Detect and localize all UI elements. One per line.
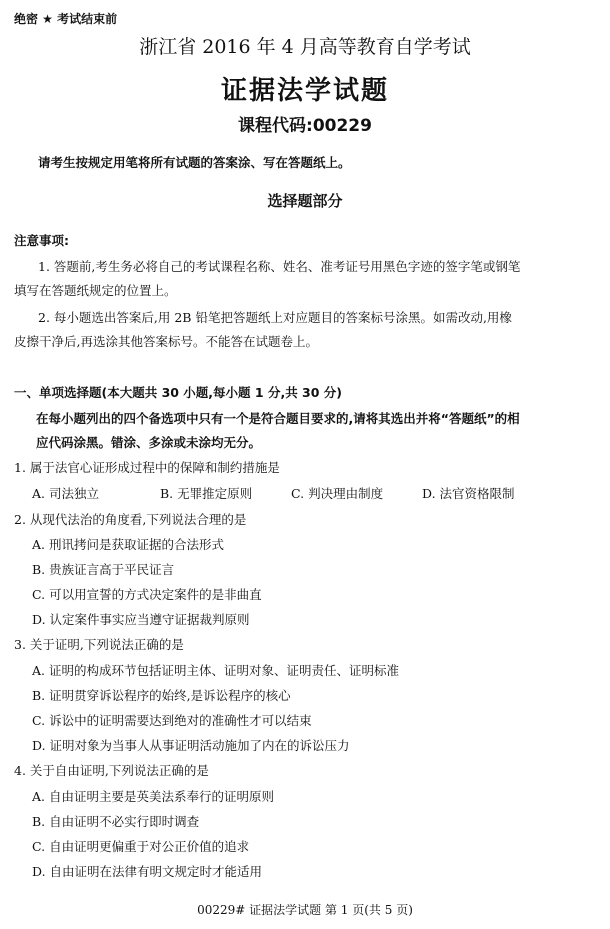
general-instruction: 请考生按规定用笔将所有试题的答案涂、写在答题纸上。 [38, 155, 351, 170]
question-3-stem: 3. 关于证明,下列说法正确的是 [14, 637, 184, 652]
course-code: 课程代码:00229 [238, 116, 372, 136]
question-4-option-b: B. 自由证明不必实行即时调查 [32, 814, 200, 829]
question-1-option-b: B. 无罪推定原则 [160, 486, 253, 501]
question-4-option-d: D. 自由证明在法律有明文规定时才能适用 [32, 864, 263, 879]
question-1-option-d: D. 法官资格限制 [422, 486, 515, 501]
section-title: 选择题部分 [267, 192, 343, 210]
subject-title: 证据法学试题 [220, 76, 389, 106]
notes-heading: 注意事项: [14, 233, 69, 248]
question-4-option-c: C. 自由证明更偏重于对公正价值的追求 [32, 839, 250, 854]
question-1-option-a: A. 司法独立 [32, 486, 99, 501]
page-footer: 00229# 证据法学试题 第 1 页(共 5 页) [197, 903, 413, 917]
part-1-heading: 一、单项选择题(本大题共 30 小题,每小题 1 分,共 30 分) [14, 385, 343, 400]
note-1-line-2: 填写在答题纸规定的位置上。 [14, 283, 177, 298]
question-2-option-a: A. 刑讯拷问是获取证据的合法形式 [32, 537, 224, 552]
question-3-option-a: A. 证明的构成环节包括证明主体、证明对象、证明责任、证明标准 [32, 663, 399, 678]
question-4-stem: 4. 关于自由证明,下列说法正确的是 [14, 763, 209, 778]
secret-mark: 绝密 ★ 考试结束前 [14, 12, 118, 26]
question-2-option-b: B. 贵族证言高于平民证言 [32, 562, 175, 577]
note-2-line-1: 2. 每小题选出答案后,用 2B 铅笔把答题纸上对应题目的答案标号涂黑。如需改动,用橡 [38, 310, 512, 325]
note-1-line-1: 1. 答题前,考生务必将自己的考试课程名称、姓名、准考证号用黑色字迹的签字笔或钢笔 [38, 259, 521, 274]
exam-title: 浙江省 2016 年 4 月高等教育自学考试 [139, 36, 471, 58]
question-2-stem: 2. 从现代法治的角度看,下列说法合理的是 [14, 512, 247, 527]
question-2-option-c: C. 可以用宣誓的方式决定案件的是非曲直 [32, 587, 262, 602]
question-3-option-b: B. 证明贯穿诉讼程序的始终,是诉讼程序的核心 [32, 688, 291, 703]
question-1-stem: 1. 属于法官心证形成过程中的保障和制约措施是 [14, 460, 280, 475]
question-1-option-c: C. 判决理由制度 [291, 486, 384, 501]
question-2-option-d: D. 认定案件事实应当遵守证据裁判原则 [32, 612, 250, 627]
question-4-option-a: A. 自由证明主要是英美法系奉行的证明原则 [32, 789, 274, 804]
question-3-option-c: C. 诉讼中的证明需要达到绝对的准确性才可以结束 [32, 713, 312, 728]
part-1-instruction-line-1: 在每小题列出的四个备选项中只有一个是符合题目要求的,请将其选出并将“答题纸”的相 [36, 411, 520, 426]
question-3-option-d: D. 证明对象为当事人从事证明活动施加了内在的诉讼压力 [32, 738, 350, 753]
note-2-line-2: 皮擦干净后,再选涂其他答案标号。不能答在试题卷上。 [14, 334, 318, 349]
part-1-instruction-line-2: 应代码涂黑。错涂、多涂或未涂均无分。 [36, 435, 262, 450]
